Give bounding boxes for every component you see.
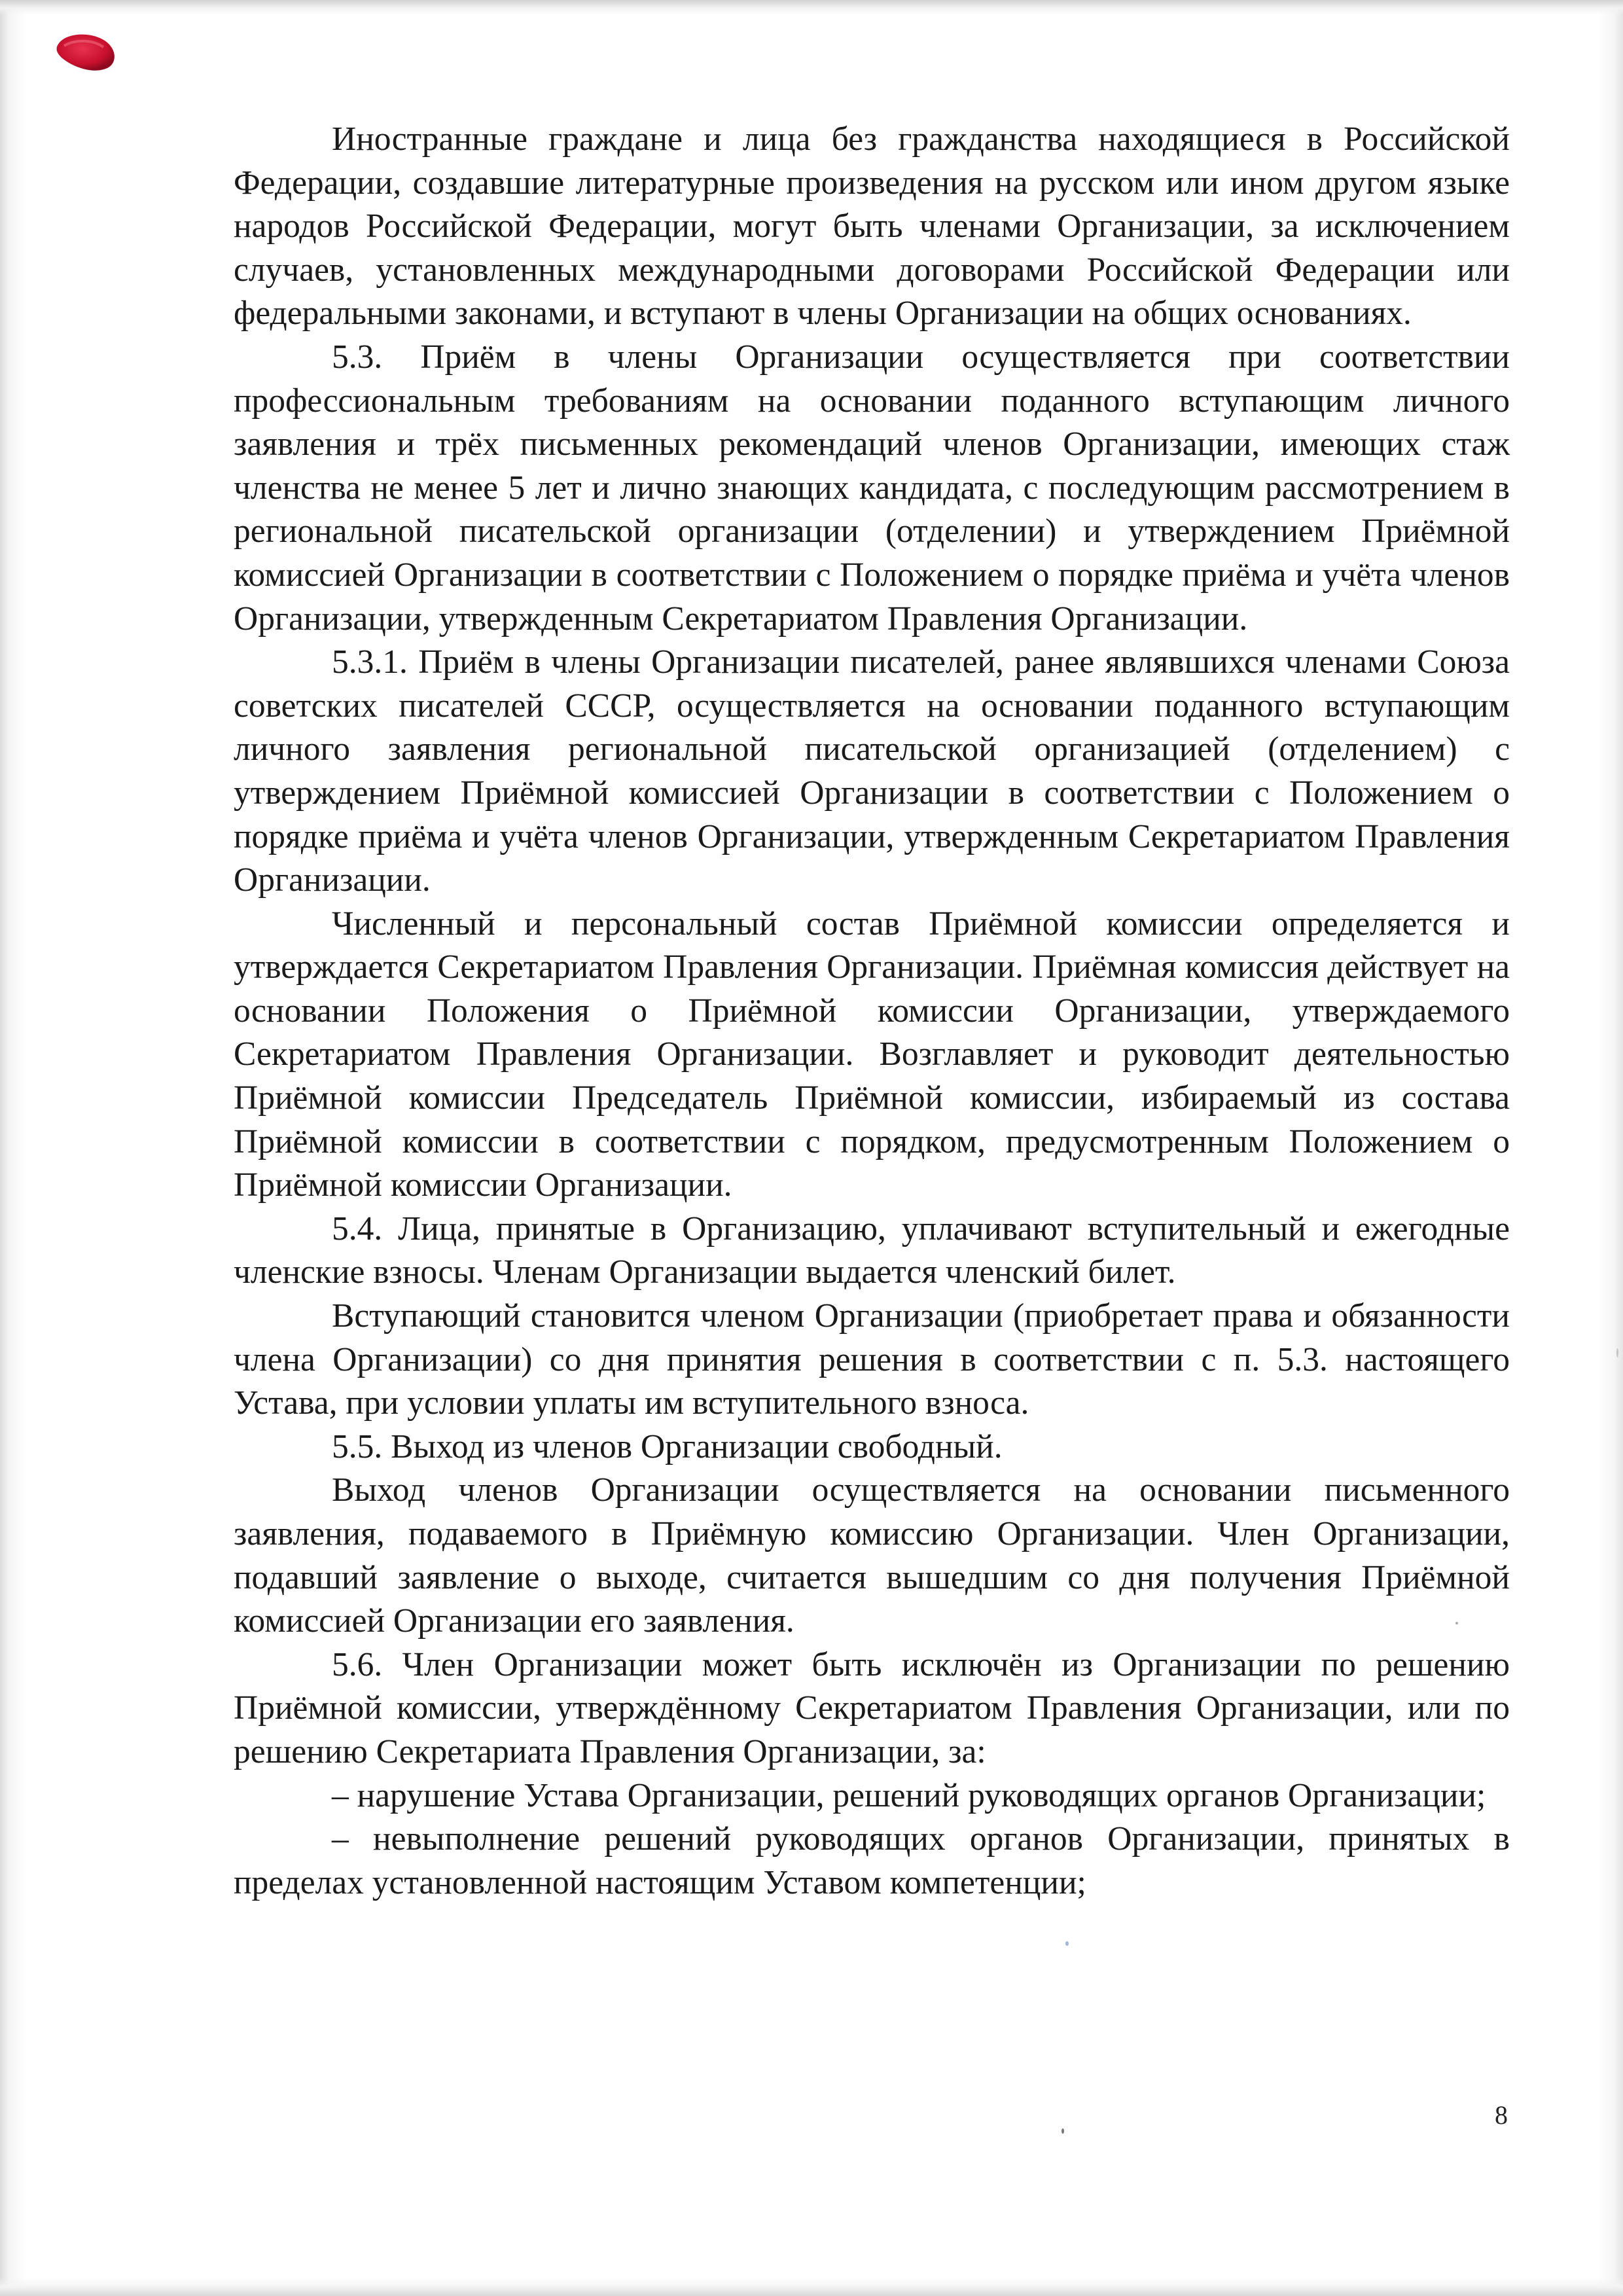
paragraph-membership-start: Вступающий становится членом Организации (приобретает права и обязанности члена Организации) со дня принятия решения в соответствии с п. 5.3. настоящего Устава, при условии уплаты им вступительного взноса.	[234, 1297, 1510, 1422]
list-item-non-fulfillment: – невыполнение решений руководящих органов Организации, принятых в пределах установленной настоящим Уставом компетенции;	[234, 1820, 1510, 1901]
scan-speck	[1455, 1622, 1458, 1624]
staple-mark-icon	[52, 29, 123, 76]
page-number: 8	[1495, 2100, 1508, 2130]
paragraph-5-3-1: 5.3.1. Приём в члены Организации писателей, ранее являвшихся членами Союза советских писателей СССР, осуществляется на основании поданного вступающим личного заявления региональной писательской организацией (отделением) с утверждением Приёмной комиссией Организации в соответствии с Положением о порядке приёма и учёта членов Организации, утвержденным Секретариатом Правления Организации.	[234, 643, 1510, 899]
paragraph-commission-composition: Численный и персональный состав Приёмной комиссии определяется и утверждается Секретариатом Правления Организации. Приёмная комиссия действует на основании Положения о Приёмной комиссии Организации, утверждаемого Секретариатом Правления Организации. Возглавляет и руководит деятельностью Приёмной комиссии Председатель Приёмной комиссии, избираемый из состава Приёмной комиссии в соответствии с порядком, предусмотренным Положением о Приёмной комиссии Организации.	[234, 905, 1510, 1204]
scan-bottom-edge-shadow	[0, 2278, 1623, 2296]
paragraph-5-4: 5.4. Лица, принятые в Организацию, уплачивают вступительный и ежегодные членские взносы. Членам Организации выдается членский билет.	[234, 1210, 1510, 1291]
paragraph-5-6: 5.6. Член Организации может быть исключён из Организации по решению Приёмной комиссии, утверждённому Секретариатом Правления Организации, или по решению Секретариата Правления Организации, за:	[234, 1645, 1510, 1770]
paragraph-foreign-citizens: Иностранные граждане и лица без гражданства находящиеся в Российской Федерации, создавшие литературные произведения на русском или ином другом языке народов Российской Федерации, могут быть членами Организации, за исключением случаев, установленных международными договорами Российской Федерации или федеральными законами, и вступают в члены Организации на общих основаниях.	[234, 120, 1510, 332]
scan-top-edge-shadow	[0, 0, 1623, 14]
scan-speck	[1065, 1941, 1069, 1946]
paragraph-5-3: 5.3. Приём в члены Организации осуществляется при соответствии профессиональным требованиям на основании поданного вступающим личного заявления и трёх письменных рекомендаций членов Организации, имеющих стаж членства не менее 5 лет и лично знающих кандидата, с последующим рассмотрением в региональной писательской организации (отделении) и утверждением Приёмной комиссией Организации в соответствии с Положением о порядке приёма и учёта членов Организации, утвержденным Секретариатом Правления Организации.	[234, 338, 1510, 637]
list-item-charter-violation: – нарушение Устава Организации, решений руководящих органов Организации;	[332, 1776, 1486, 1814]
document-body	[234, 118, 1510, 1905]
paragraph-exit-procedure: Выход членов Организации осуществляется на основании письменного заявления, подаваемого в Приёмную комиссию Организации. Член Организации, подавший заявление о выходе, считается вышедшим со дня получения Приёмной комиссией Организации его заявления.	[234, 1471, 1510, 1640]
scan-speck	[1061, 2128, 1064, 2134]
paragraph-5-5: 5.5. Выход из членов Организации свободный.	[332, 1427, 1003, 1465]
scan-speck	[1616, 1348, 1618, 1357]
